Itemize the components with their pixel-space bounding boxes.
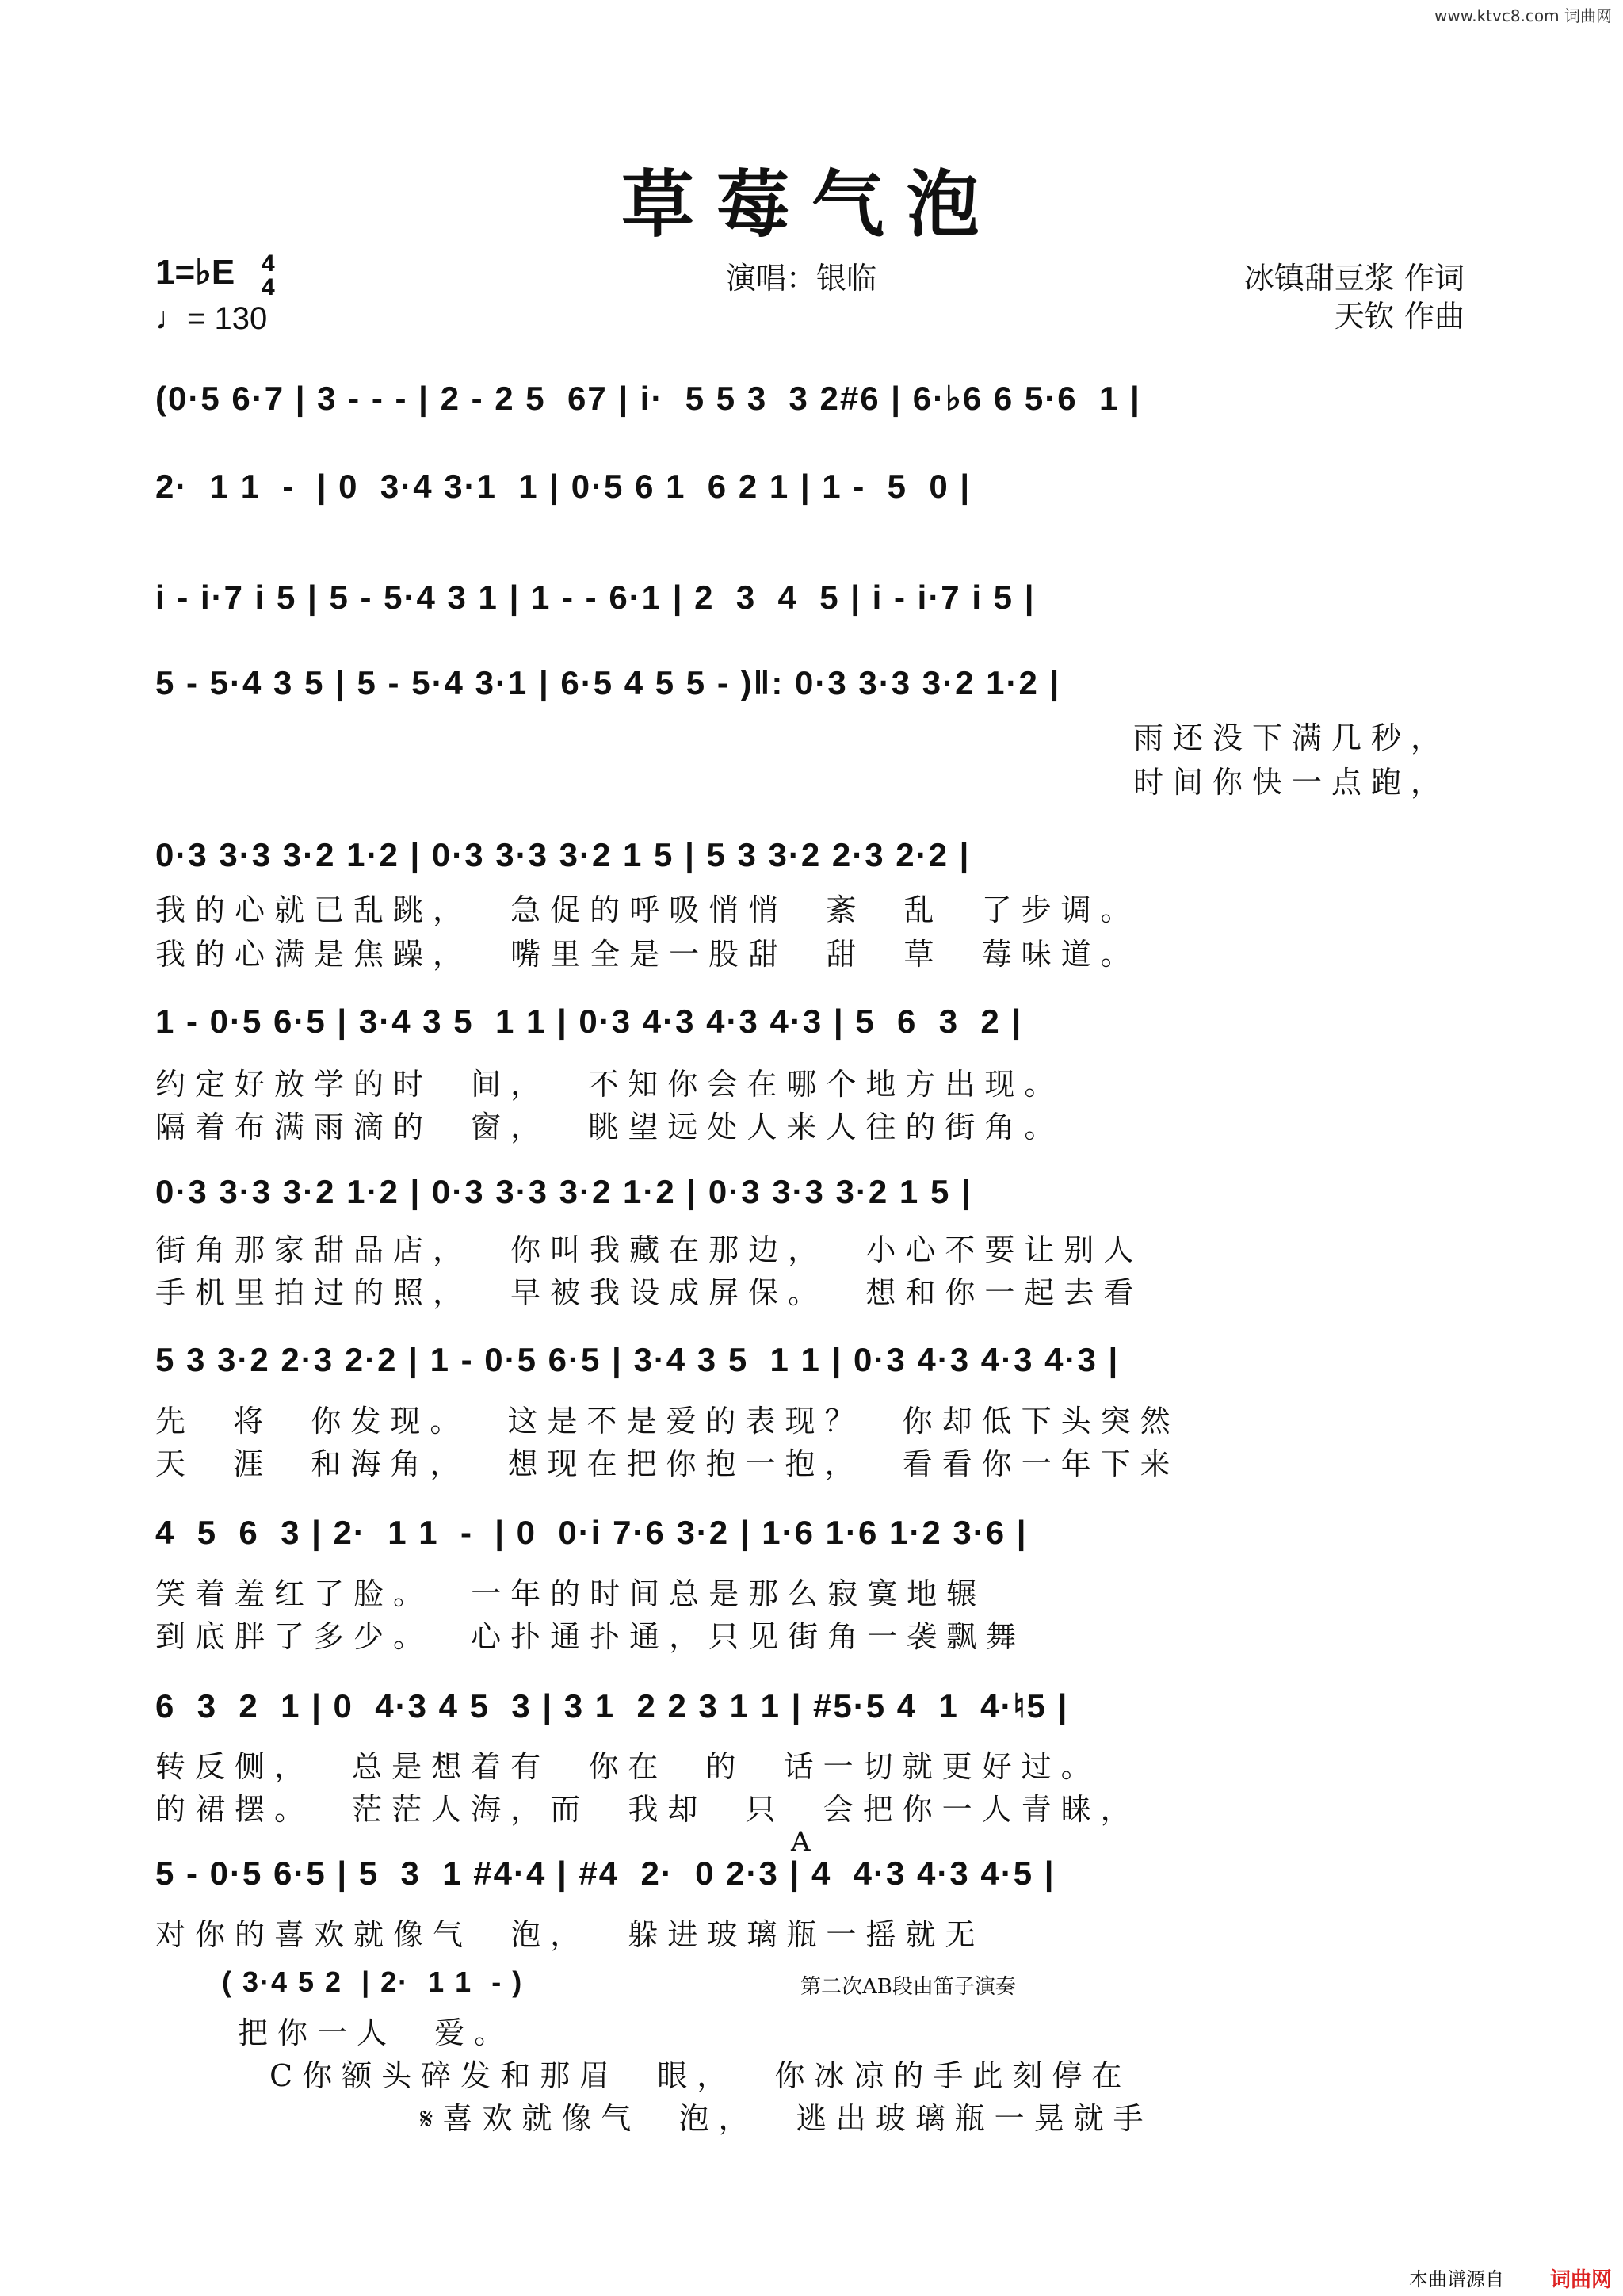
composer-credit: 天钦 作曲 <box>1334 299 1465 334</box>
lyric-line-1: 笑着羞红了脸。 一年的时间总是那么寂寞地辗 <box>155 1576 987 1611</box>
lyric-line-2: 到底胖了多少。 心扑通扑通，只见街角一袭飘舞 <box>155 1619 1026 1654</box>
notation-line: 5 - 0·5 6·5 | 5 3 1 #4·4 | #4 2· 0 2·3 | 4 4·3 4·3 4·5 | <box>155 1855 1056 1892</box>
notation-line: i - i·7 i 5 | 5 - 5·4 3 1 | 1 - - 6·1 | 2 3 4 5 | i - i·7 i 5 | <box>155 579 1036 616</box>
lyric-line-1: 对你的喜欢就像气 泡， 躲进玻璃瓶一摇就无 <box>155 1917 985 1952</box>
lyric-line-1: 把你一人 爱。 <box>238 2015 514 2050</box>
time-signature <box>262 252 275 300</box>
notation-line: 4 5 6 3 | 2· 1 1 - | 0 0·i 7·6 3·2 | 1·6 1·6 1·2 3·6 | <box>155 1514 1028 1551</box>
lyric-line-2: 时间你快一点跑， <box>1133 765 1451 800</box>
lyric-line-1: 我的心就已乱跳， 急促的呼吸悄悄 紊 乱 了步调。 <box>155 892 1140 927</box>
notation-line: 0·3 3·3 3·2 1·2 | 0·3 3·3 3·2 1 5 | 5 3 3·2 2·3 2·2 | <box>155 836 971 873</box>
lyricist-credit: 冰镇甜豆浆 作词 <box>1243 261 1465 296</box>
lyric-line-2: 手机里拍过的照， 早被我设成屏保。 想和你一起去看 <box>155 1275 1144 1310</box>
time-sig-top: 4 <box>262 250 275 277</box>
lyric-line-1: 转反侧， 总是想着有 你在 的 话一切就更好过。 <box>155 1749 1101 1784</box>
footer-site-logo[interactable]: 词曲网 <box>1549 2268 1612 2292</box>
time-sig-bottom: 4 <box>262 274 275 300</box>
lyric-line-2: 的裙摆。 茫茫人海，而 我却 只 会把你一人青睐， <box>155 1792 1140 1827</box>
lyric-line-1: 先 将 你发现。 这是不是爱的表现？ 你却低下头突然 <box>155 1404 1180 1438</box>
footer-source: 本曲谱源自 <box>1409 2268 1504 2290</box>
singer-credit: 演唱：银临 <box>726 261 877 296</box>
notation-line: 0·3 3·3 3·2 1·2 | 0·3 3·3 3·2 1·2 | 0·3 3·3 3·2 1 5 | <box>155 1173 972 1210</box>
lyric-line-2: 我的心满是焦躁， 嘴里全是一股甜 甜 草 莓味道。 <box>155 937 1140 972</box>
notation-line: 6 3 2 1 | 0 4·3 4 5 3 | 3 1 2 2 3 1 1 | #5·5 4 1 4·♮5 | <box>155 1687 1069 1725</box>
lyric-line-2: 天 涯 和海角， 想现在把你抱一抱， 看看你一年下来 <box>155 1446 1180 1481</box>
watermark: www.ktvc8.com 词曲网 <box>1434 6 1612 25</box>
lyric-line-3: 𝄋喜欢就像气 泡， 逃出玻璃瓶一晃就手 <box>420 2101 1153 2136</box>
tempo-marking: ♩= 130 <box>155 301 268 336</box>
lyric-line-1: 约定好放学的时 间， 不知你会在哪个地方出现。 <box>155 1067 1064 1102</box>
performance-note: 第二次AB段由笛子演奏 <box>800 1975 1016 1999</box>
notation-line: ( 3·4 5 2 | 2· 1 1 - ) <box>222 1966 524 1998</box>
notation-line: 2· 1 1 - | 0 3·4 3·1 1 | 0·5 6 1 6 2 1 | 1 - 5 0 | <box>155 468 972 505</box>
notation-line: 5 3 3·2 2·3 2·2 | 1 - 0·5 6·5 | 3·4 3 5 1 1 | 0·3 4·3 4·3 4·3 | <box>155 1341 1120 1378</box>
lyric-line-1: 街角那家甜品店， 你叫我藏在那边， 小心不要让别人 <box>155 1232 1144 1267</box>
notation-line: 5 - 5·4 3 5 | 5 - 5·4 3·1 | 6·5 4 5 5 - )‖: 0·3 3·3 3·2 1·2 | <box>155 664 1061 701</box>
lyric-line-2: C你额头碎发和那眉 眼， 你冰凉的手此刻停在 <box>269 2058 1132 2093</box>
lyric-line-2: 隔着布满雨滴的 窗， 眺望远处人来人往的街角。 <box>155 1110 1064 1144</box>
lyric-line-1: 雨还没下满几秒， <box>1133 720 1451 755</box>
notation-line: (0·5 6·7 | 3 - - - | 2 - 2 5 67 | i· 5 5 3 3 2#6 | 6·♭6 6 5·6 1 | <box>155 380 1141 417</box>
segment-label: A <box>791 1826 811 1858</box>
key-signature: 1=♭E <box>155 253 235 292</box>
song-title: 草莓气泡 <box>621 162 1002 247</box>
notation-line: 1 - 0·5 6·5 | 3·4 3 5 1 1 | 0·3 4·3 4·3 4·3 | 5 6 3 2 | <box>155 1003 1023 1040</box>
